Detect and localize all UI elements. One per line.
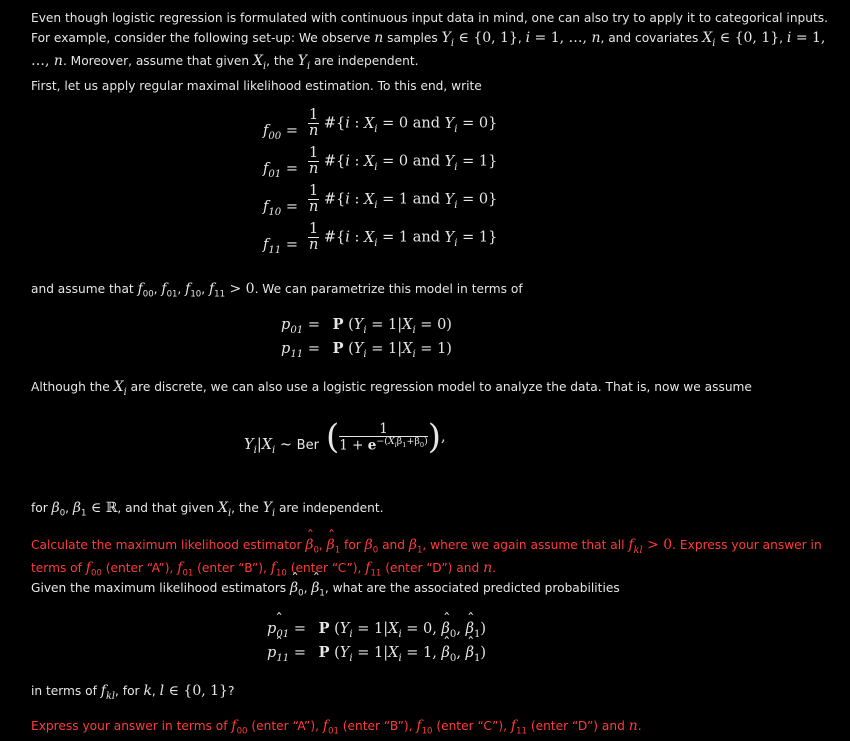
given-paragraph: Given the maximum likelihood estimators ˆ $\beta_0$, ˆ $\beta_1$, what are the associated predicted probabilities (31, 578, 832, 601)
equation-p11-hat: ˆ $p_{11} = P$ ($Y_i = 1|X_i = 1$, ˆ $\beta_0$, ˆ $\beta_1$) (262, 642, 486, 667)
predicted-probabilities (262, 618, 562, 668)
in-terms-paragraph: in terms of $f_{kl}$, for k, l ∈ {0, 1}? (31, 683, 235, 702)
question-predicted-prob: Express your answer in terms of $f_{00}$ (enter “A”), $f_{01}$ (enter “B”), $f_{10}$ (enter “C”), $f_{11}$ (enter “D”) and n. (31, 718, 642, 737)
equation-p11: $p_{11} = P$ $(Y_i = 1|X_i = 1)$ (281, 340, 452, 360)
frequency-equations: $f_{00}$ = $\frac{1}{n}$ #{i : $X_i = 0$ and $Y_i = 0$} $f_{01}$ = $\frac{1}{n}$ #{i : $X_i = 0$ and $Y_i = 1$} $f_{10}$ = $\frac{1}{n}$ #{i : $X_i = 1$ and $Y_i = 0$} $f_{11}$ = $\frac{1}{n}$ #{i : $X_i = 1$ and $Y_i = 1$} (262, 107, 498, 256)
assume-paragraph: and assume that $f_{00}$, $f_{01}$, $f_{10}$, $f_{11} > 0$. We can parametrize this model in terms of (31, 281, 523, 300)
probability-equations (280, 314, 580, 364)
intro-text: Even though logistic regression is formulated with continuous input data in mind, one can also try to apply it to categorical inputs. For example, consider the following set-up: We observe (31, 11, 829, 45)
question-mle-estimator: Calculate the maximum likelihood estimator ˆ $\beta_0$, ˆ $\beta_1$ for $\beta_0$ and $\beta_1$, where we again assume that all $f_{kl} > 0$. Express your answer in terms of $f_{00}$ (enter “A”), $f_{01}$ (enter “B”), $f_{10}$ (enter “C”), $f_{11}$ (enter “D”) and n. (31, 535, 832, 581)
equation-p01-hat: ˆ $p_{01} = P$ ($Y_i = 1|X_i = 0$, ˆ $\beta_0$, ˆ $\beta_1$) (262, 618, 486, 643)
bernoulli-model: $Y_i|X_i$ ~ Ber ( $\frac{1}{1 + e^{-(X_i\beta_1+\beta_0)}}$ ), (244, 417, 446, 457)
although-paragraph: Although the $X_i$ are discrete, we can also use a logistic regression model to analyze the data. That is, now we assume (31, 379, 752, 398)
equation-p01: $p_{01} = P$ $(Y_i = 1|X_i = 0)$ (281, 316, 452, 336)
mle-intro: First, let us apply regular maximal likelihood estimation. To this end, write (31, 79, 482, 93)
intro-paragraph: Even though logistic regression is formulated with continuous input data in mind, one can also try to apply it to categorical inputs. For example, consider the following set-up: We observe n samples $Y_i$ ∈ {0, 1}, i = 1, …, n, and covariates $X_i$ ∈ {0, 1}, i = 1, …, n. Moreover, assume that given $X_i$, the $Y_i$ are independent. (31, 11, 829, 72)
for-beta-paragraph: for $\beta_0$, $\beta_1$ ∈ ℝ, and that given $X_i$, the $Y_i$ are independent. (31, 500, 384, 519)
